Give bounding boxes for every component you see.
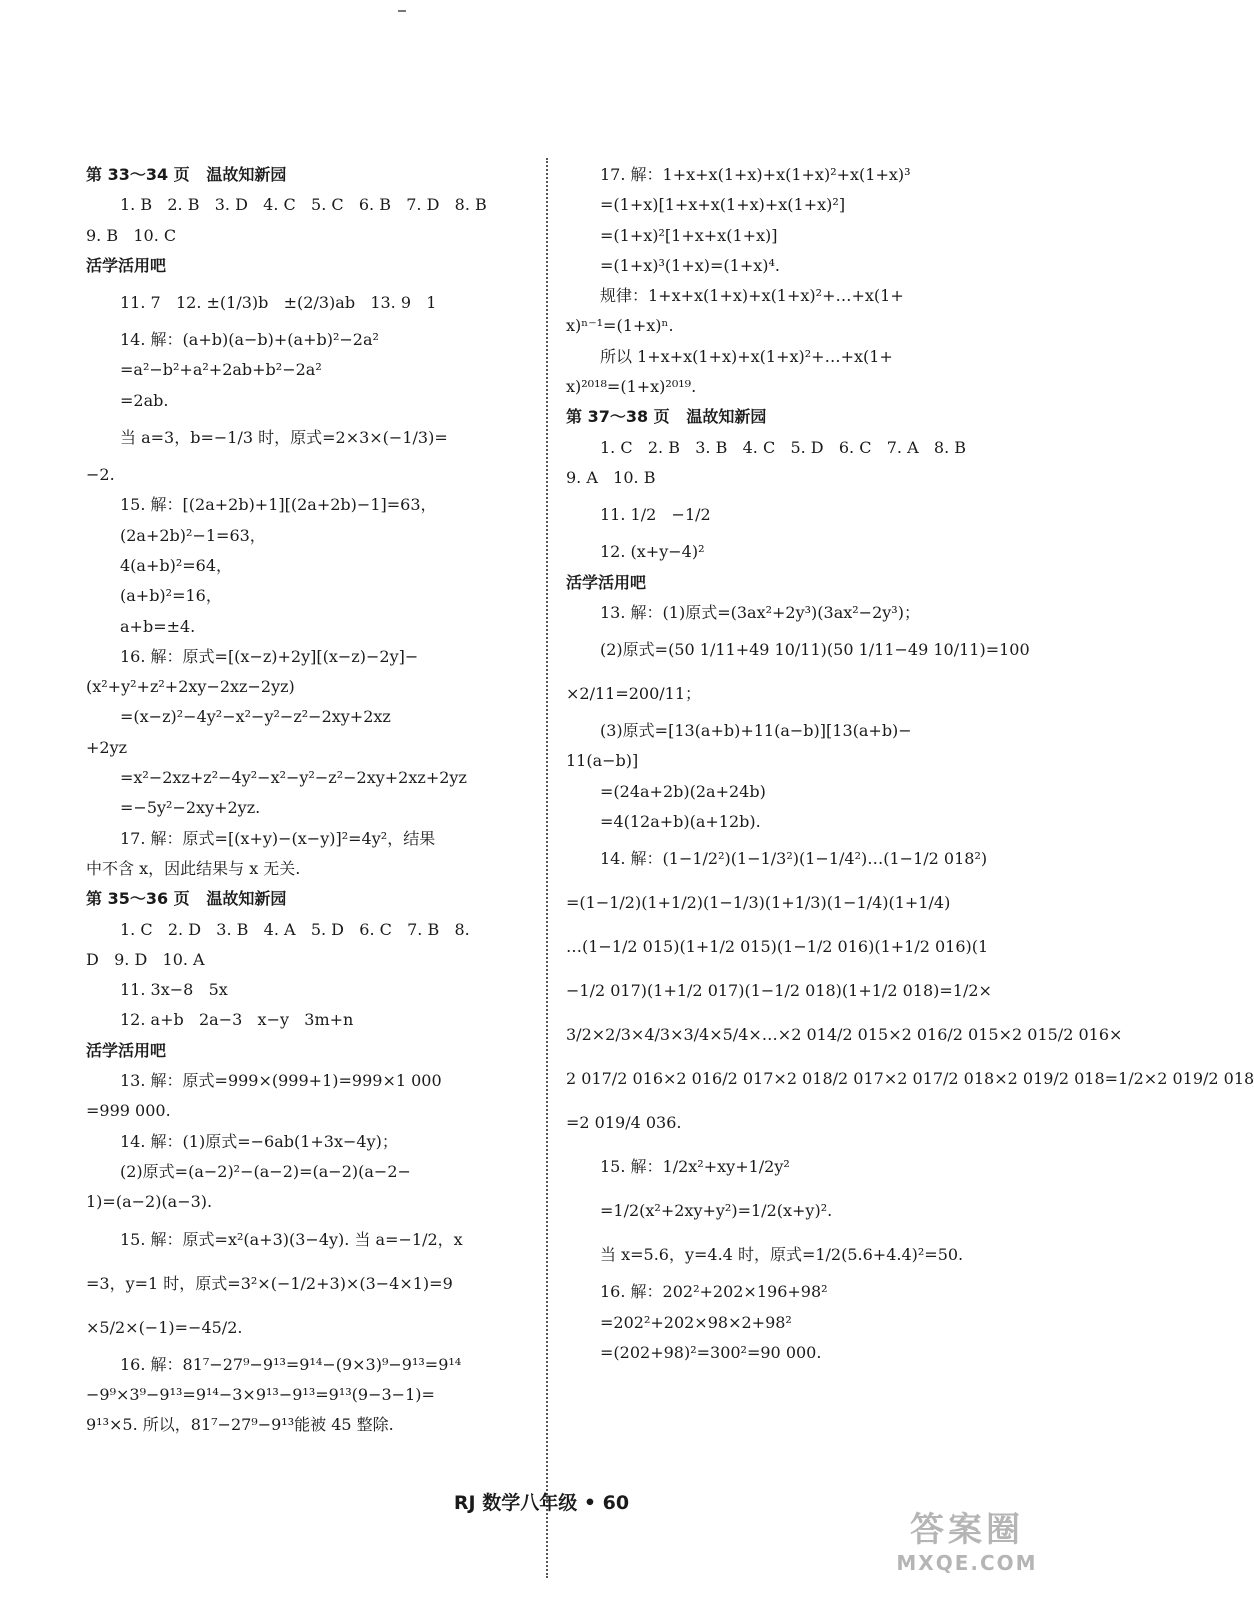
answer-line: 9. A 10. B: [566, 467, 656, 487]
answer-line: 13. 解：原式=999×(999+1)=999×1 000: [120, 1071, 442, 1091]
answer-line: (a+b)²=16，: [120, 586, 222, 606]
answer-line: 中不含 x，因此结果与 x 无关.: [86, 858, 301, 878]
answer-line: =x²−2xz+z²−4y²−x²−y²−z²−2xy+2xz+2yz: [120, 768, 467, 788]
answer-line: 11. 3x−8 5x: [120, 980, 228, 1000]
answer-line: 当 x=5.6，y=4.4 时，原式=1/2(5.6+4.4)²=50.: [600, 1245, 964, 1265]
answer-line: =999 000.: [86, 1101, 171, 1121]
answer-line: 1. C 2. D 3. B 4. A 5. D 6. C 7. B 8.: [120, 919, 470, 939]
answer-line: 14. 解：(a+b)(a−b)+(a+b)²−2a²: [120, 330, 379, 350]
answer-line: =(1+x)[1+x+x(1+x)+x(1+x)²]: [600, 195, 846, 215]
section-heading: 活学活用吧: [86, 1040, 167, 1060]
answer-line: 12. a+b 2a−3 x−y 3m+n: [120, 1010, 354, 1030]
answer-line: =−5y²−2xy+2yz.: [120, 798, 261, 818]
right-column: [566, 160, 1254, 1368]
watermark-url: MXQE.COM: [896, 1551, 1038, 1575]
answer-line: (2a+2b)²−1=63，: [120, 525, 266, 545]
answer-line: 11. 7 12. ±(1/3)b ±(2/3)ab 13. 9 1: [120, 293, 437, 313]
answer-line: 14. 解：(1−1/2²)(1−1/3²)(1−1/4²)…(1−1/2 018²): [600, 849, 988, 869]
section-heading: 第 33～34 页 温故知新园: [86, 165, 287, 184]
answer-line: 规律：1+x+x(1+x)+x(1+x)²+…+x(1+: [600, 286, 904, 306]
section-heading: 第 37～38 页 温故知新园: [566, 407, 767, 427]
watermark-title: 答案圈: [910, 1510, 1024, 1550]
answer-line: +2yz: [86, 737, 128, 757]
answer-line: a+b=±4.: [120, 616, 196, 636]
answer-line: 15. 解：1/2x²+xy+1/2y²: [600, 1157, 790, 1177]
answer-line: =(1+x)²[1+x+x(1+x)]: [600, 225, 778, 245]
answer-line: 15. 解：原式=x²(a+3)(3−4y). 当 a=−1/2，x: [120, 1229, 463, 1249]
answer-line: 16. 解：原式=[(x−z)+2y][(x−z)−2y]−: [120, 646, 419, 666]
answer-line: 14. 解：(1)原式=−6ab(1+3x−4y)；: [120, 1131, 398, 1151]
section-heading: 活学活用吧: [86, 255, 167, 275]
answer-line: =1/2(x²+2xy+y²)=1/2(x+y)².: [600, 1201, 833, 1221]
answer-line: 15. 解：[(2a+2b)+1][(2a+2b)−1]=63，: [120, 495, 437, 515]
column-divider: [546, 158, 548, 1578]
answer-line: =(1−1/2)(1+1/2)(1−1/3)(1+1/3)(1−1/4)(1+1/4): [566, 893, 951, 913]
answer-line: 当 a=3，b=−1/3 时，原式=2×3×(−1/3)=: [120, 428, 448, 448]
left-column: [86, 160, 526, 1440]
answer-line: =(202+98)²=300²=90 000.: [600, 1342, 822, 1362]
answer-line: −9⁹×3⁹−9¹³=9¹⁴−3×9¹³−9¹³=9¹³(9−3−1)=: [86, 1384, 435, 1404]
answer-line: −1/2 017)(1+1/2 017)(1−1/2 018)(1+1/2 018)=1/2×: [566, 981, 992, 1001]
answer-line: 3/2×2/3×4/3×3/4×5/4×…×2 014/2 015×2 016/2 015×2 015/2 016×: [566, 1025, 1123, 1045]
answer-line: x)ⁿ⁻¹=(1+x)ⁿ.: [566, 316, 674, 336]
answer-line: 1. B 2. B 3. D 4. C 5. C 6. B 7. D 8. B: [120, 195, 487, 215]
answer-line: =4(12a+b)(a+12b).: [600, 812, 761, 832]
answer-line: =3，y=1 时，原式=3²×(−1/2+3)×(3−4×1)=9: [86, 1273, 453, 1293]
answer-line: ×2/11=200/11；: [566, 684, 702, 704]
answer-line: (3)原式=[13(a+b)+11(a−b)][13(a+b)−: [600, 721, 912, 741]
answer-line: (2)原式=(50 1/11+49 10/11)(50 1/11−49 10/11)=100: [600, 640, 1030, 660]
answer-line: =2 019/4 036.: [566, 1113, 682, 1133]
watermark-logo: [872, 1510, 1062, 1584]
section-heading: 第 35～36 页 温故知新园: [86, 889, 287, 909]
answer-line: (x²+y²+z²+2xy−2xz−2yz): [86, 677, 295, 697]
answer-line: x)²⁰¹⁸=(1+x)²⁰¹⁹.: [566, 377, 697, 397]
answer-line: =(24a+2b)(2a+24b): [600, 781, 766, 801]
answer-line: 11(a−b)]: [566, 751, 639, 771]
answer-line: 9¹³×5. 所以，81⁷−27⁹−9¹³能被 45 整除.: [86, 1415, 394, 1435]
answer-line: 17. 解：原式=[(x+y)−(x−y)]²=4y²，结果: [120, 828, 436, 848]
answer-line: =(1+x)³(1+x)=(1+x)⁴.: [600, 255, 781, 275]
answer-line: 17. 解：1+x+x(1+x)+x(1+x)²+x(1+x)³: [600, 165, 911, 184]
answer-line: =(x−z)²−4y²−x²−y²−z²−2xy+2xz: [120, 707, 391, 727]
answer-line: 1)=(a−2)(a−3).: [86, 1192, 213, 1212]
answer-line: D 9. D 10. A: [86, 949, 205, 969]
answer-line: 2 017/2 016×2 016/2 017×2 018/2 017×2 017/2 018×2 019/2 018=1/2×2 019/2 018: [566, 1069, 1254, 1089]
answer-line: =a²−b²+a²+2ab+b²−2a²: [120, 360, 322, 380]
answer-line: 16. 解：202²+202×196+98²: [600, 1282, 828, 1302]
answer-line: 所以 1+x+x(1+x)+x(1+x)²+…+x(1+: [600, 346, 893, 366]
answer-line: 12. (x+y−4)²: [600, 542, 705, 562]
answer-line: 11. 1/2 −1/2: [600, 505, 711, 525]
answer-line: …(1−1/2 015)(1+1/2 015)(1−1/2 016)(1+1/2 016)(1: [566, 937, 989, 957]
answer-line: 16. 解：81⁷−27⁹−9¹³=9¹⁴−(9×3)⁹−9¹³=9¹⁴: [120, 1354, 462, 1374]
section-heading: 活学活用吧: [566, 572, 647, 592]
answer-line: 13. 解：(1)原式=(3ax²+2y³)(3ax²−2y³)；: [600, 602, 920, 622]
answer-line: ×5/2×(−1)=−45/2.: [86, 1317, 243, 1337]
answer-line: =202²+202×98×2+98²: [600, 1312, 792, 1332]
scan-mark: [398, 10, 406, 12]
answer-line: 9. B 10. C: [86, 225, 177, 245]
answer-line: =2ab.: [120, 390, 169, 410]
answer-line: (2)原式=(a−2)²−(a−2)=(a−2)(a−2−: [120, 1161, 411, 1181]
answer-line: 4(a+b)²=64，: [120, 555, 233, 575]
answer-line: 1. C 2. B 3. B 4. C 5. D 6. C 7. A 8. B: [600, 437, 966, 457]
page-footer: RJ 数学八年级 • 60: [453, 1492, 630, 1514]
answer-line: −2.: [86, 465, 115, 485]
